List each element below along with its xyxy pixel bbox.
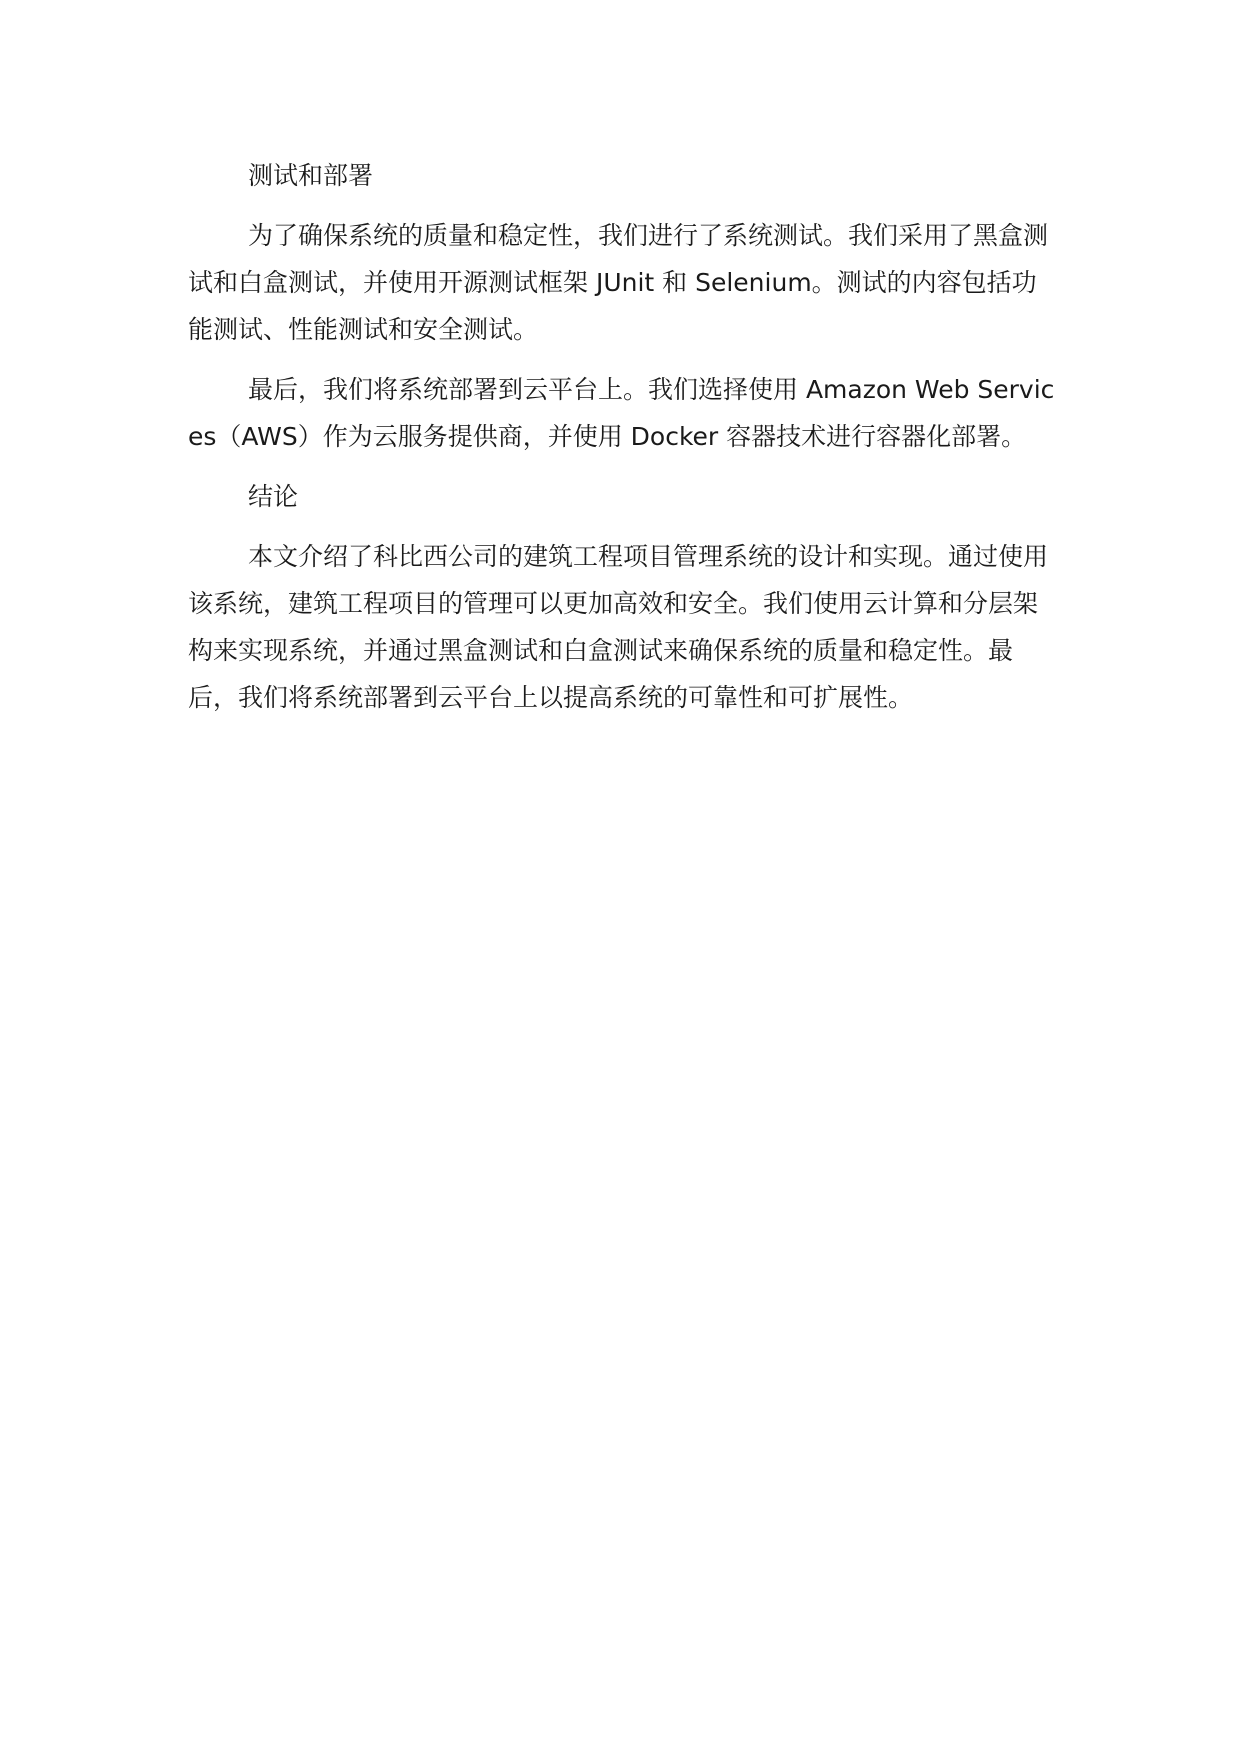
- paragraph-conclusion: 本文介绍了科比西公司的建筑工程项目管理系统的设计和实现。通过使用该系统，建筑工程项目的管理可以更加高效和安全。我们使用云计算和分层架构来实现系统，并通过黑盒测试和白盒测试来确保系统的质量和稳定性。最后，我们将系统部署到云平台上以提高系统的可靠性和可扩展性。: [188, 542, 1049, 712]
- section-heading-conclusion: 结论: [248, 482, 299, 511]
- paragraph-deployment: 最后，我们将系统部署到云平台上。我们选择使用 Amazon Web Services（AWS）作为云服务提供商，并使用 Docker 容器技术进行容器化部署。: [188, 375, 1055, 451]
- paragraph-testing: 为了确保系统的质量和稳定性，我们进行了系统测试。我们采用了黑盒测试和白盒测试，并使用开源测试框架 JUnit 和 Selenium。测试的内容包括功能测试、性能测试和安全测试。: [188, 221, 1049, 344]
- document-body: [188, 152, 1058, 734]
- section-heading-testing-deployment: 测试和部署: [248, 161, 374, 190]
